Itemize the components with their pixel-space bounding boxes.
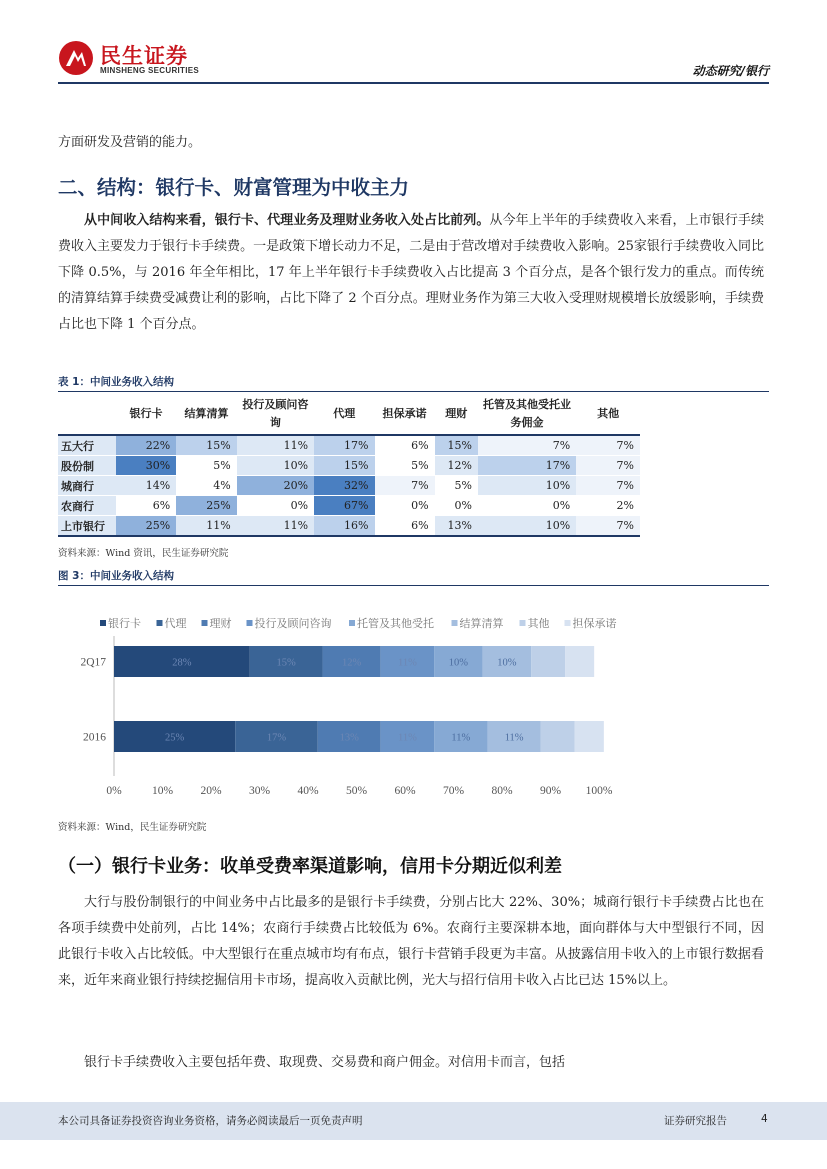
table-row [58, 476, 640, 496]
data-label: 10% [448, 657, 468, 669]
table-cell: 6% [375, 435, 435, 456]
header-rule [58, 82, 769, 84]
table-cell: 0% [478, 496, 576, 516]
bar-segment [541, 721, 575, 752]
table-cell: 20% [237, 476, 314, 496]
page-number: 4 [761, 1113, 768, 1125]
table-cell: 6% [116, 496, 176, 516]
footer-disclaimer: 本公司具备证券投资咨询业务资格，请务必阅读最后一页免责声明 [58, 1115, 363, 1127]
table-cell: 5% [176, 456, 236, 476]
legend-swatch [349, 620, 355, 626]
table-cell: 17% [478, 456, 576, 476]
table-source: 资料来源：Wind 资讯，民生证券研究院 [58, 548, 229, 559]
table-cell: 10% [478, 476, 576, 496]
table-header-row [58, 394, 640, 435]
x-tick-label: 0% [106, 785, 122, 797]
table-header-cell: 托管及其他受托业务佣金 [483, 398, 572, 429]
x-tick-label: 60% [394, 785, 416, 797]
data-label: 10% [497, 657, 517, 669]
bar-segment [575, 721, 604, 752]
table-cell: 30% [116, 456, 176, 476]
bank-card-paragraph: 大行与股份制银行的中间业务中占比最多的是银行卡手续费，分别占比大 22%、30%；城商行银行卡手续费占比也在各项手续费中处前列，占比 14%；农商行手续费占比较低为 6%。农商行主要深耕本地，面向群体与大中型银行不同，因此银行卡收入占比较低。中大型银行在重点城市均有布点，银行卡营销手段更为丰富。从披露信用卡收入的上市银行数据看来，近年来商业银行持续挖掘信用卡市场，提高收入贡献比例，光大与招行信用卡收入占比已达 15%以上。 [58, 895, 764, 988]
table-cell: 0% [435, 496, 478, 516]
legend-swatch [157, 620, 163, 626]
table-cell: 32% [314, 476, 374, 496]
logo-text-en: MINSHENG SECURITIES [100, 66, 200, 75]
data-label: 11% [451, 732, 471, 744]
table-cell: 7% [576, 435, 640, 456]
x-tick-label: 70% [442, 785, 465, 797]
table-header-cell: 结算清算 [184, 407, 229, 420]
data-label: 11% [397, 732, 417, 744]
legend-label: 托管及其他受托 [357, 618, 434, 630]
legend-label: 担保承诺 [572, 618, 617, 630]
table-header-cell: 理财 [445, 407, 468, 420]
section-title: 二、结构：银行卡、财富管理为中收主力 [58, 176, 410, 199]
table-cell: 7% [478, 435, 576, 456]
data-label: 12% [342, 657, 362, 669]
table-cell: 5% [435, 476, 478, 496]
document-type: 动态研究/银行 [692, 64, 769, 78]
table-cell: 22% [116, 435, 176, 456]
table-cell: 67% [314, 496, 374, 516]
category-label: 2016 [83, 731, 106, 744]
table-cell: 17% [314, 435, 374, 456]
legend-label: 结算清算 [459, 618, 504, 630]
x-tick-label: 10% [151, 785, 174, 797]
table-cell: 4% [176, 476, 236, 496]
x-tick-label: 100% [585, 785, 613, 797]
income-structure-table [58, 394, 640, 537]
legend-swatch [452, 620, 458, 626]
table-cell: 11% [237, 516, 314, 537]
x-tick-label: 20% [200, 785, 222, 797]
table-cell: 10% [237, 456, 314, 476]
table-cell: 15% [176, 435, 236, 456]
table-cell: 0% [237, 496, 314, 516]
table-cell: 5% [375, 456, 435, 476]
legend-swatch [565, 620, 571, 626]
legend-swatch [247, 620, 253, 626]
paragraph-lead: 从中间收入结构来看，银行卡、代理业务及理财业务收入处占比前列。 [84, 213, 490, 228]
legend-label: 投行及顾问咨询 [254, 618, 332, 630]
table-cell: 6% [375, 516, 435, 537]
data-label: 11% [397, 657, 417, 669]
x-tick-label: 40% [297, 785, 319, 797]
subsection-title: （一）银行卡业务：收单受费率渠道影响，信用卡分期近似利差 [58, 856, 562, 877]
minsheng-logo-icon [58, 40, 94, 76]
row-label: 城商行 [58, 476, 116, 496]
legend-swatch [520, 620, 526, 626]
table-cell: 14% [116, 476, 176, 496]
figure-source: 资料来源：Wind，民生证券研究院 [58, 822, 207, 833]
category-label: 2Q17 [80, 656, 106, 669]
table-cell: 13% [435, 516, 478, 537]
legend-label: 其他 [527, 618, 550, 630]
table-cell: 7% [576, 476, 640, 496]
table-header-cell: 投行及顾问咨询 [242, 398, 309, 429]
data-label: 13% [339, 732, 359, 744]
page-footer [0, 1102, 827, 1140]
footer-report-type: 证券研究报告 [664, 1115, 727, 1127]
table-cell: 0% [375, 496, 435, 516]
table-cell: 12% [435, 456, 478, 476]
paragraph-body: 从今年上半年的手续费收入来看，上市银行手续费收入主要发力于银行卡手续费。一是政策下增长动力不足，二是由于营改增对手续费收入影响。25家银行手续费收入同比下降 0.5%，与 2016 年全年相比，17 年上半年银行卡手续费收入占比提高 3 个百分点，是各个银行发力的重点。而传统的清算结算手续费受减费让利的影响，占比下降了 2 个百分点。理财业务作为第三大收入受理财规模增长放缓影响，手续费占比也下降 1 个百分点。 [58, 213, 764, 332]
x-tick-label: 90% [539, 785, 562, 797]
intro-paragraph: 方面研发及营销的能力。 [58, 135, 202, 150]
legend-label: 理财 [209, 618, 232, 630]
row-label: 农商行 [58, 496, 116, 516]
figure-caption: 图 3：中间业务收入结构 [58, 567, 769, 586]
table-header-cell: 担保承诺 [382, 407, 427, 420]
table-header-cell: 银行卡 [129, 407, 163, 420]
table-row [58, 456, 640, 476]
legend-swatch [100, 620, 106, 626]
table-cell: 7% [576, 456, 640, 476]
table-cell: 25% [116, 516, 176, 537]
bar-segment [565, 646, 594, 677]
structure-paragraph [58, 208, 764, 338]
table-cell: 15% [435, 435, 478, 456]
data-label: 15% [276, 657, 296, 669]
card-fee-paragraph: 银行卡手续费收入主要包括年费、取现费、交易费和商户佣金。对信用卡而言，包括 [84, 1055, 566, 1070]
data-label: 11% [504, 732, 524, 744]
legend-swatch [202, 620, 208, 626]
x-tick-label: 50% [345, 785, 368, 797]
table-cell: 2% [576, 496, 640, 516]
table-cell: 11% [237, 435, 314, 456]
x-tick-label: 30% [248, 785, 271, 797]
row-label: 五大行 [58, 435, 116, 456]
table-cell: 10% [478, 516, 576, 537]
logo-text-cn: 民生证券 [100, 44, 188, 68]
table-row [58, 435, 640, 456]
table-row [58, 496, 640, 516]
table-row [58, 516, 640, 537]
table-cell: 11% [176, 516, 236, 537]
row-label: 上市银行 [58, 516, 116, 537]
data-label: 25% [165, 732, 185, 744]
table-header-cell [58, 394, 116, 435]
table-header-cell: 其他 [597, 407, 620, 420]
table-caption: 表 1：中间业务收入结构 [58, 373, 769, 392]
data-label: 17% [266, 732, 287, 744]
legend-label: 代理 [164, 618, 187, 630]
legend-label: 银行卡 [108, 618, 141, 630]
table-header-cell: 代理 [333, 407, 356, 420]
data-label: 28% [172, 657, 192, 669]
table-cell: 15% [314, 456, 374, 476]
x-tick-label: 80% [491, 785, 513, 797]
table-cell: 25% [176, 496, 236, 516]
income-structure-chart [58, 606, 769, 806]
table-cell: 16% [314, 516, 374, 537]
row-label: 股份制 [58, 456, 116, 476]
bar-segment [531, 646, 565, 677]
table-cell: 7% [375, 476, 435, 496]
table-cell: 7% [576, 516, 640, 537]
